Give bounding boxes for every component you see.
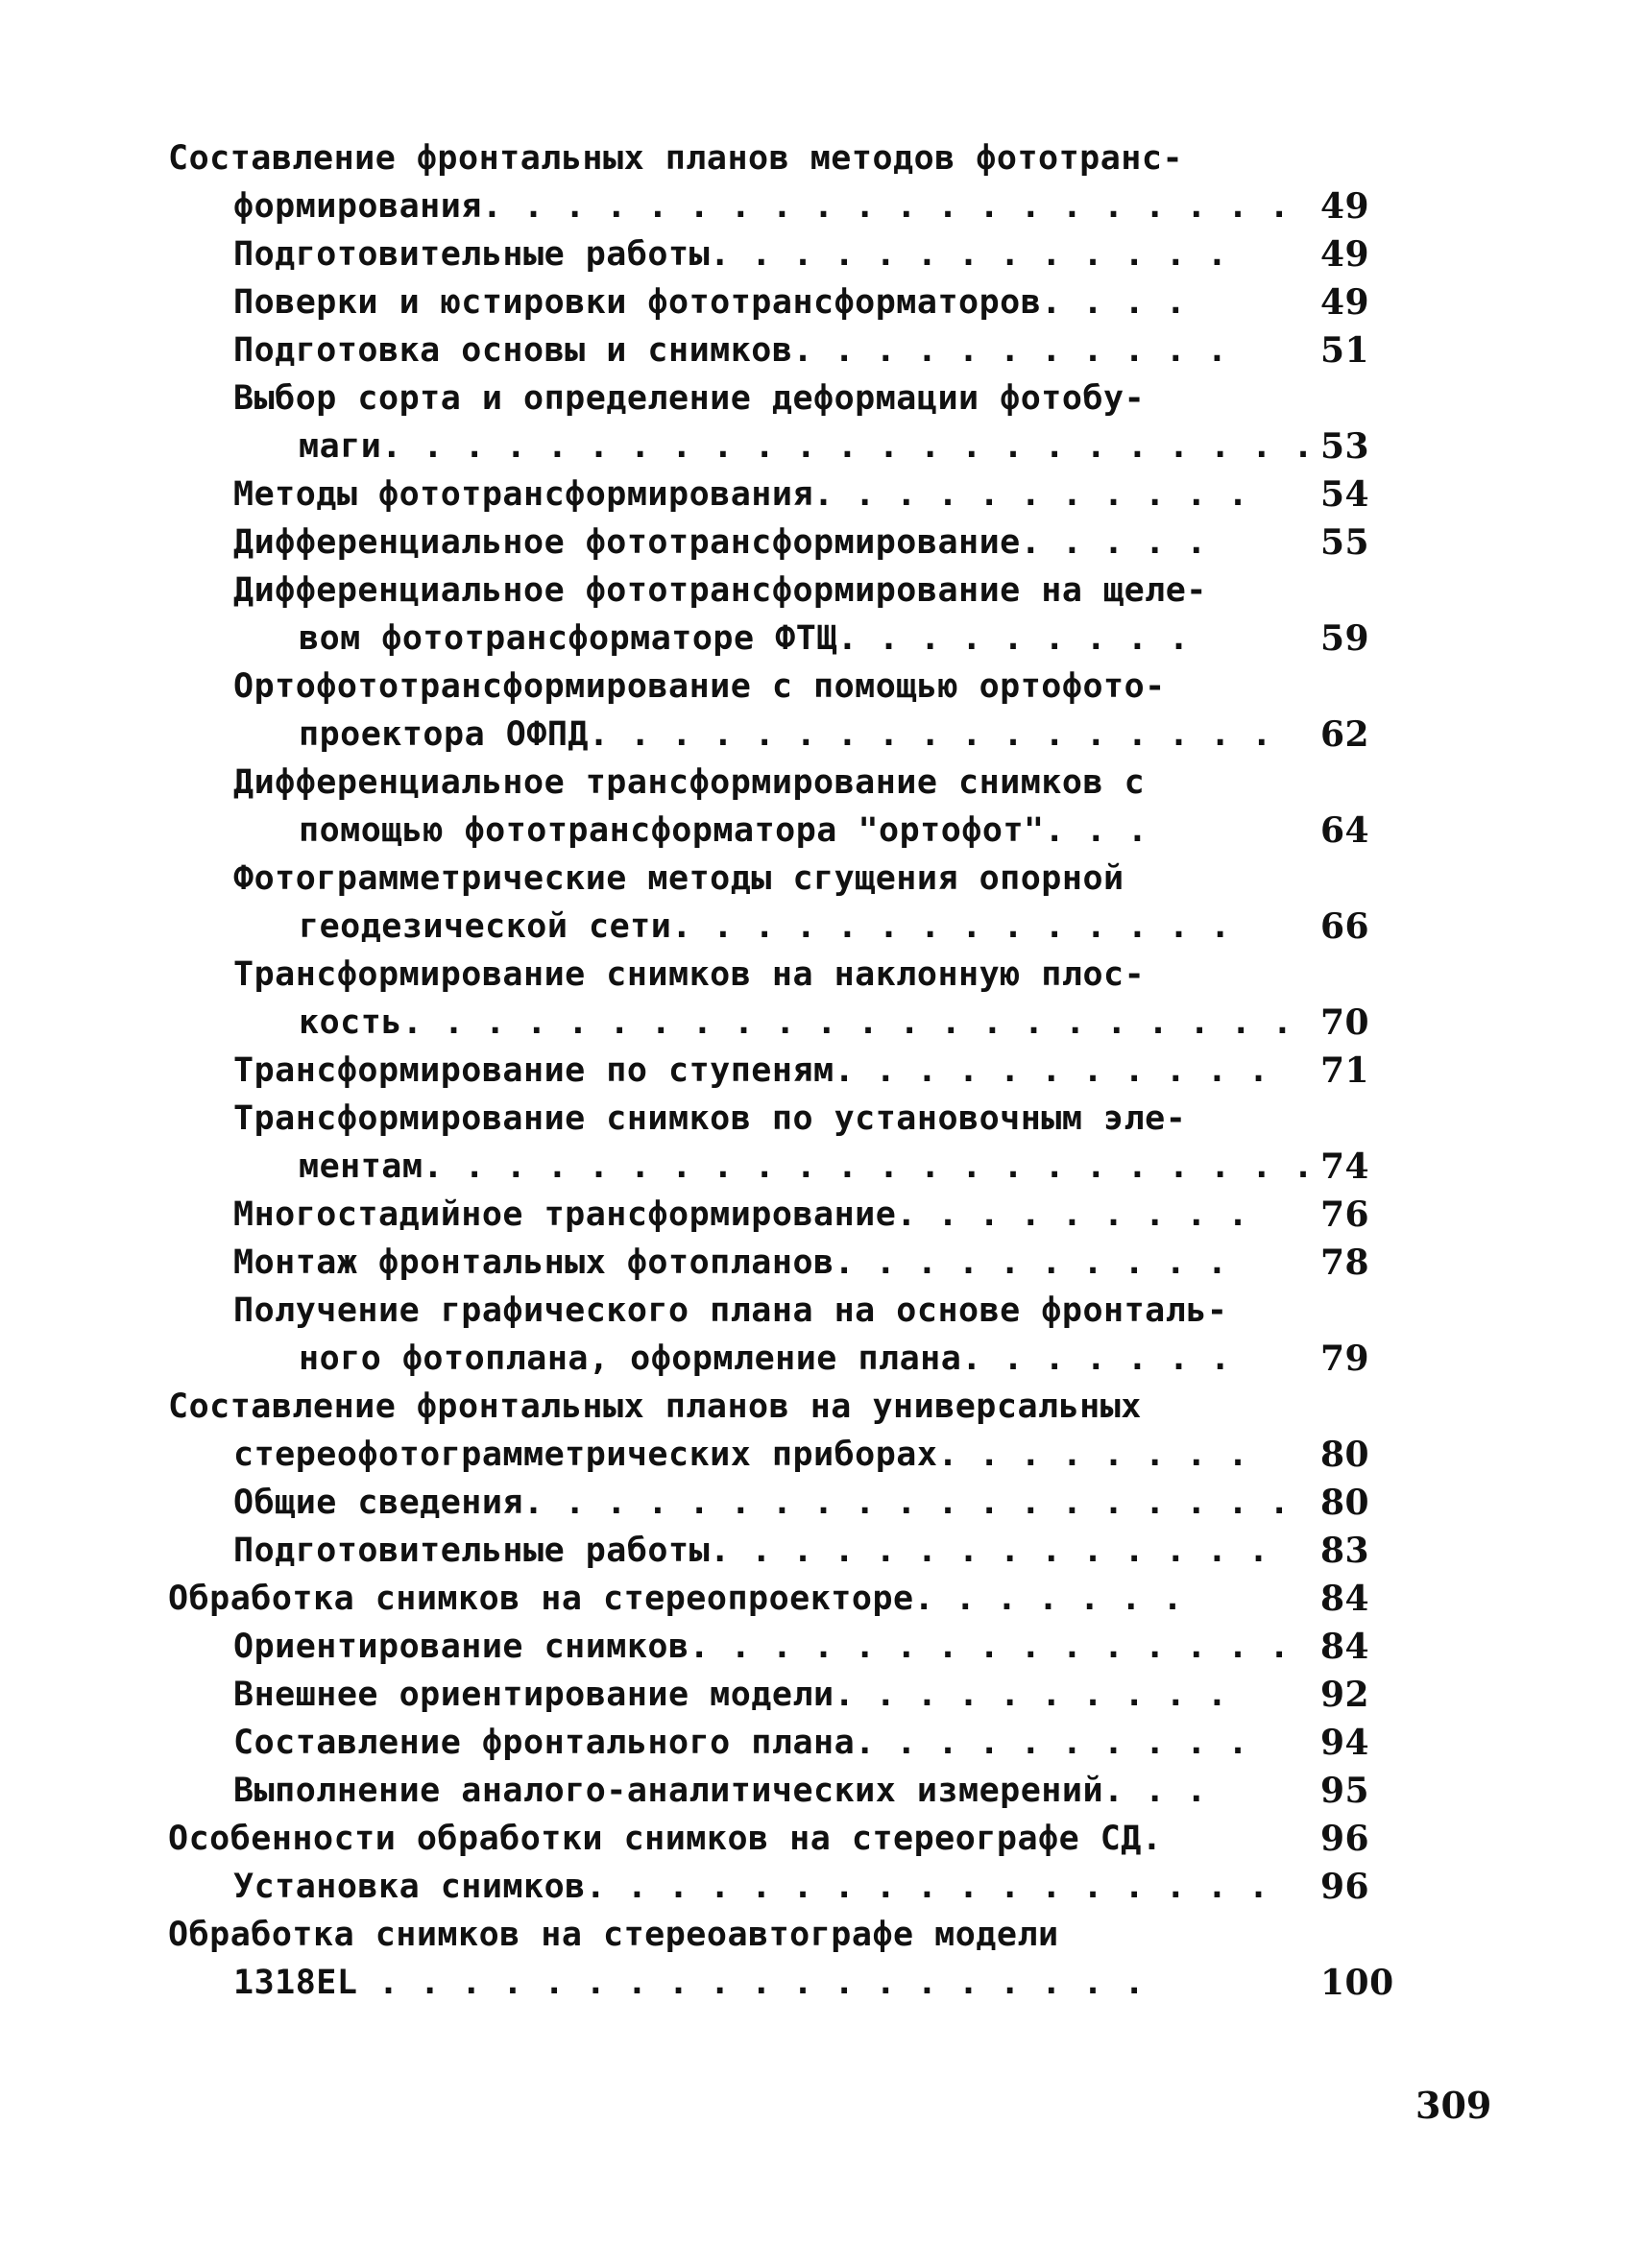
toc-entry-text: Внешнее ориентирование модели. . . . . . . . . . bbox=[233, 1676, 1228, 1714]
toc-entry-text: 1318EL . . . . . . . . . . . . . . . . . . . bbox=[233, 1964, 1146, 2002]
toc-page-number: 80 bbox=[1320, 1483, 1370, 1523]
toc-entry bbox=[168, 1095, 1416, 1191]
toc-entry bbox=[168, 855, 1416, 951]
toc-entry bbox=[168, 1575, 1416, 1623]
toc-entry-text: Дифференциальное фототрансформирование на щеле- bbox=[233, 571, 1207, 610]
toc-entry bbox=[168, 326, 1416, 374]
toc-page-number: 64 bbox=[1320, 810, 1370, 851]
toc-entry-text: Общие сведения. . . . . . . . . . . . . . . . . . . bbox=[233, 1484, 1291, 1522]
toc-entry bbox=[168, 1815, 1416, 1863]
toc-page-number: 49 bbox=[1320, 282, 1370, 323]
toc-entry bbox=[168, 1191, 1416, 1239]
toc-entry bbox=[168, 519, 1416, 567]
toc-page-number: 96 bbox=[1320, 1819, 1370, 1859]
toc-entry bbox=[168, 470, 1416, 519]
toc-entry-text: Получение графического плана на основе фронталь- bbox=[233, 1291, 1228, 1330]
toc-page-number: 94 bbox=[1320, 1723, 1370, 1763]
toc-entry-text: Трансформирование снимков на наклонную плос- bbox=[233, 955, 1146, 994]
toc-page-number: 59 bbox=[1320, 618, 1370, 659]
toc-page-number: 54 bbox=[1320, 474, 1370, 515]
toc-page-number: 83 bbox=[1320, 1531, 1370, 1571]
toc-page-number: 78 bbox=[1320, 1243, 1370, 1283]
toc-page-number: 71 bbox=[1320, 1050, 1370, 1091]
toc-page-number: 74 bbox=[1320, 1146, 1370, 1187]
toc-entry bbox=[168, 1623, 1416, 1671]
toc-page-number: 70 bbox=[1320, 1002, 1370, 1043]
toc-entry-text: Фотограмметрические методы сгущения опорной bbox=[233, 859, 1124, 898]
toc-entry bbox=[168, 1383, 1416, 1479]
toc-entry-text: помощью фототрансформатора "ортофот". . . bbox=[299, 811, 1148, 850]
toc-page-number: 84 bbox=[1320, 1579, 1370, 1619]
toc-entry bbox=[168, 1527, 1416, 1575]
toc-entry bbox=[168, 663, 1416, 759]
toc-entry bbox=[168, 1911, 1416, 2007]
toc-entry bbox=[168, 1047, 1416, 1095]
toc-page-number: 51 bbox=[1320, 330, 1370, 371]
toc-entry-text: Дифференциальное фототрансформирование. . . . . bbox=[233, 523, 1207, 562]
toc-entry-text: маги. . . . . . . . . . . . . . . . . . . . . . . bbox=[299, 427, 1315, 466]
toc-entry-text: кость. . . . . . . . . . . . . . . . . . . . . . bbox=[299, 1003, 1293, 1042]
toc-entry-text: Трансформирование по ступеням. . . . . . . . . . . bbox=[233, 1051, 1269, 1090]
toc-page-number: 79 bbox=[1320, 1339, 1370, 1379]
toc-entry bbox=[168, 1719, 1416, 1767]
toc-page-number: 80 bbox=[1320, 1435, 1370, 1475]
toc-entry bbox=[168, 230, 1416, 278]
toc-entry bbox=[168, 1863, 1416, 1911]
toc-entry bbox=[168, 759, 1416, 855]
toc-page-number: 53 bbox=[1320, 426, 1370, 467]
toc-entry-text: ного фотоплана, оформление плана. . . . . . . bbox=[299, 1339, 1231, 1378]
toc-entry-text: Поверки и юстировки фототрансформаторов. . . . bbox=[233, 283, 1187, 322]
toc-entry-text: Установка снимков. . . . . . . . . . . . . . . . . bbox=[233, 1868, 1269, 1906]
toc-entry bbox=[168, 1671, 1416, 1719]
toc-entry-text: Обработка снимков на стереоавтографе модели bbox=[168, 1916, 1059, 1954]
toc-page-number: 49 bbox=[1320, 186, 1370, 227]
toc-entry bbox=[168, 278, 1416, 326]
toc-entry-text: Ориентирование снимков. . . . . . . . . . . . . . . bbox=[233, 1628, 1291, 1666]
toc-entry bbox=[168, 1767, 1416, 1815]
toc-entry bbox=[168, 951, 1416, 1047]
toc-entry-text: Дифференциальное трансформирование снимков с bbox=[233, 763, 1146, 802]
toc-entry-text: Подготовительные работы. . . . . . . . . . . . . bbox=[233, 235, 1228, 274]
toc-entry bbox=[168, 567, 1416, 663]
toc-page-number: 66 bbox=[1320, 906, 1370, 947]
toc-entry-text: Выполнение аналого-аналитических измерений. . . bbox=[233, 1772, 1207, 1810]
toc-entry-text: Ортофототрансформирование с помощью ортофото- bbox=[233, 667, 1166, 706]
table-of-contents bbox=[168, 134, 1416, 2007]
toc-entry-text: геодезической сети. . . . . . . . . . . . . . bbox=[299, 907, 1231, 946]
toc-entry bbox=[168, 1287, 1416, 1383]
toc-entry-text: стереофотограмметрических приборах. . . . . . . . bbox=[233, 1436, 1249, 1474]
toc-page-number: 49 bbox=[1320, 234, 1370, 275]
toc-entry-text: Подготовительные работы. . . . . . . . . . . . . . bbox=[233, 1532, 1269, 1570]
toc-page-number: 76 bbox=[1320, 1194, 1370, 1235]
toc-entry-text: Составление фронтальных планов на универсальных bbox=[168, 1387, 1142, 1426]
toc-entry bbox=[168, 374, 1416, 470]
toc-entry-text: Многостадийное трансформирование. . . . . . . . . bbox=[233, 1195, 1249, 1234]
toc-entry-text: Методы фототрансформирования. . . . . . . . . . . bbox=[233, 475, 1249, 514]
toc-page-number: 100 bbox=[1320, 1963, 1394, 2003]
toc-page-number: 96 bbox=[1320, 1867, 1370, 1907]
toc-page-number: 95 bbox=[1320, 1771, 1370, 1811]
page-number: 309 bbox=[1415, 2084, 1492, 2127]
toc-entry-text: Обработка снимков на стереопроекторе. . . . . . . bbox=[168, 1580, 1184, 1618]
toc-entry-text: Монтаж фронтальных фотопланов. . . . . . . . . . bbox=[233, 1243, 1228, 1282]
toc-entry-text: ментам. . . . . . . . . . . . . . . . . . . . . . bbox=[299, 1147, 1315, 1186]
toc-entry bbox=[168, 134, 1416, 230]
toc-entry-text: проектора ОФПД. . . . . . . . . . . . . . . . . bbox=[299, 715, 1272, 754]
toc-entry-text: вом фототрансформаторе ФТЩ. . . . . . . . . bbox=[299, 619, 1190, 658]
toc-entry-text: Составление фронтальных планов методов фототранс- bbox=[168, 139, 1184, 178]
toc-entry-text: Выбор сорта и определение деформации фотобу- bbox=[233, 379, 1146, 418]
toc-entry bbox=[168, 1239, 1416, 1287]
toc-entry bbox=[168, 1479, 1416, 1527]
toc-entry-text: Составление фронтального плана. . . . . . . . . . bbox=[233, 1724, 1249, 1762]
toc-entry-text: формирования. . . . . . . . . . . . . . . . . . . . bbox=[233, 187, 1291, 226]
toc-page-number: 84 bbox=[1320, 1627, 1370, 1667]
toc-page-number: 62 bbox=[1320, 714, 1370, 755]
toc-page-number: 92 bbox=[1320, 1675, 1370, 1715]
toc-entry-text: Особенности обработки снимков на стереографе СД. bbox=[168, 1820, 1163, 1858]
toc-entry-text: Трансформирование снимков по установочным эле- bbox=[233, 1099, 1187, 1138]
toc-entry-text: Подготовка основы и снимков. . . . . . . . . . . bbox=[233, 331, 1228, 370]
toc-page-number: 55 bbox=[1320, 522, 1370, 563]
